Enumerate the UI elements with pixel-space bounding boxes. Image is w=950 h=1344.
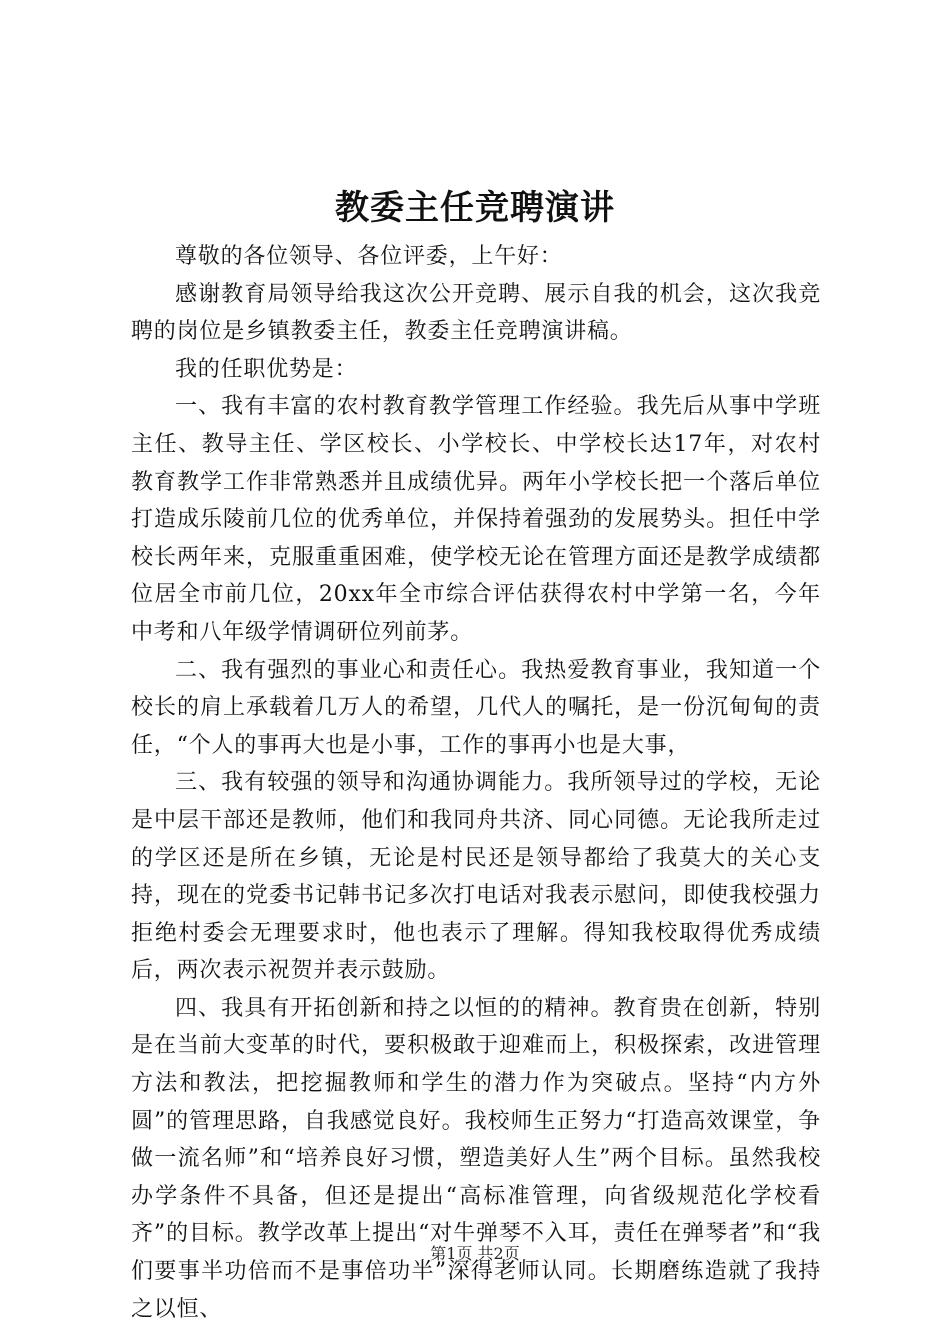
paragraph-greeting: 尊敬的各位领导、各位评委，上午好： (175, 244, 563, 269)
paragraph-point-3: 三、我有较强的领导和沟通协调能力。我所领导过的学校，无论是中层干部还是教师，他们和我同舟共济、同心同德。无论我所走过的学区还是所在乡镇，无论是村民还是领导都给了我莫大的关心支持，现在的党委书记韩书记多次打电话对我表示慰问，即使我校强力拒绝村委会无理要求时，他也表示了理解。得知我校取得优秀成绩后，两次表示祝贺并表示鼓励。 (131, 770, 821, 984)
paragraph-point-4: 四、我具有开拓创新和持之以恒的的精神。教育贵在创新，特别是在当前大变革的时代，要积极敢于迎难而上，积极探索，改进管理方法和教法，把挖掘教师和学生的潜力作为突破点。坚持“内方外圆”的管理思路，自我感觉良好。我校师生正努力“打造高效课堂，争做一流名师”和“培养良好习惯，塑造美好人生”两个目标。虽然我校办学条件不具备，但还是提出“高标准管理，向省级规范化学校看齐”的目标。教学改革上提出“对牛弹琴不入耳，责任在弹琴者”和“我们要事半功倍而不是事倍功半”深得老师认同。长期磨练造就了我持之以恒、 (131, 995, 821, 1322)
paragraph-point-2: 二、我有强烈的事业心和责任心。我热爱教育事业，我知道一个校长的肩上承载着几万人的希望，几代人的嘱托，是一份沉甸甸的责任，“个人的事再大也是小事，工作的事再小也是大事， (131, 657, 821, 758)
page-number-footer: 第1页 共2页 (430, 1244, 520, 1263)
document-title: 教委主任竞聘演讲 (335, 188, 615, 228)
paragraph-intro: 感谢教育局领导给我这次公开竞聘、展示自我的机会，这次我竞聘的岗位是乡镇教委主任，教委主任竞聘演讲稿。 (131, 281, 821, 345)
paragraph-point-1: 一、我有丰富的农村教育教学管理工作经验。我先后从事中学班主任、教导主任、学区校长、小学校长、中学校长达17年，对农村教育教学工作非常熟悉并且成绩优异。两年小学校长把一个落后单位打造成乐陵前几位的优秀单位，并保持着强劲的发展势头。担任中学校长两年来，克服重重困难，使学校无论在管理方面还是教学成绩都位居全市前几位，20xx年全市综合评估获得农村中学第一名，今年中考和八年级学情调研位列前茅。 (131, 394, 821, 645)
paragraph-advantages-heading: 我的任职优势是： (175, 356, 358, 382)
document-body (131, 238, 821, 1328)
